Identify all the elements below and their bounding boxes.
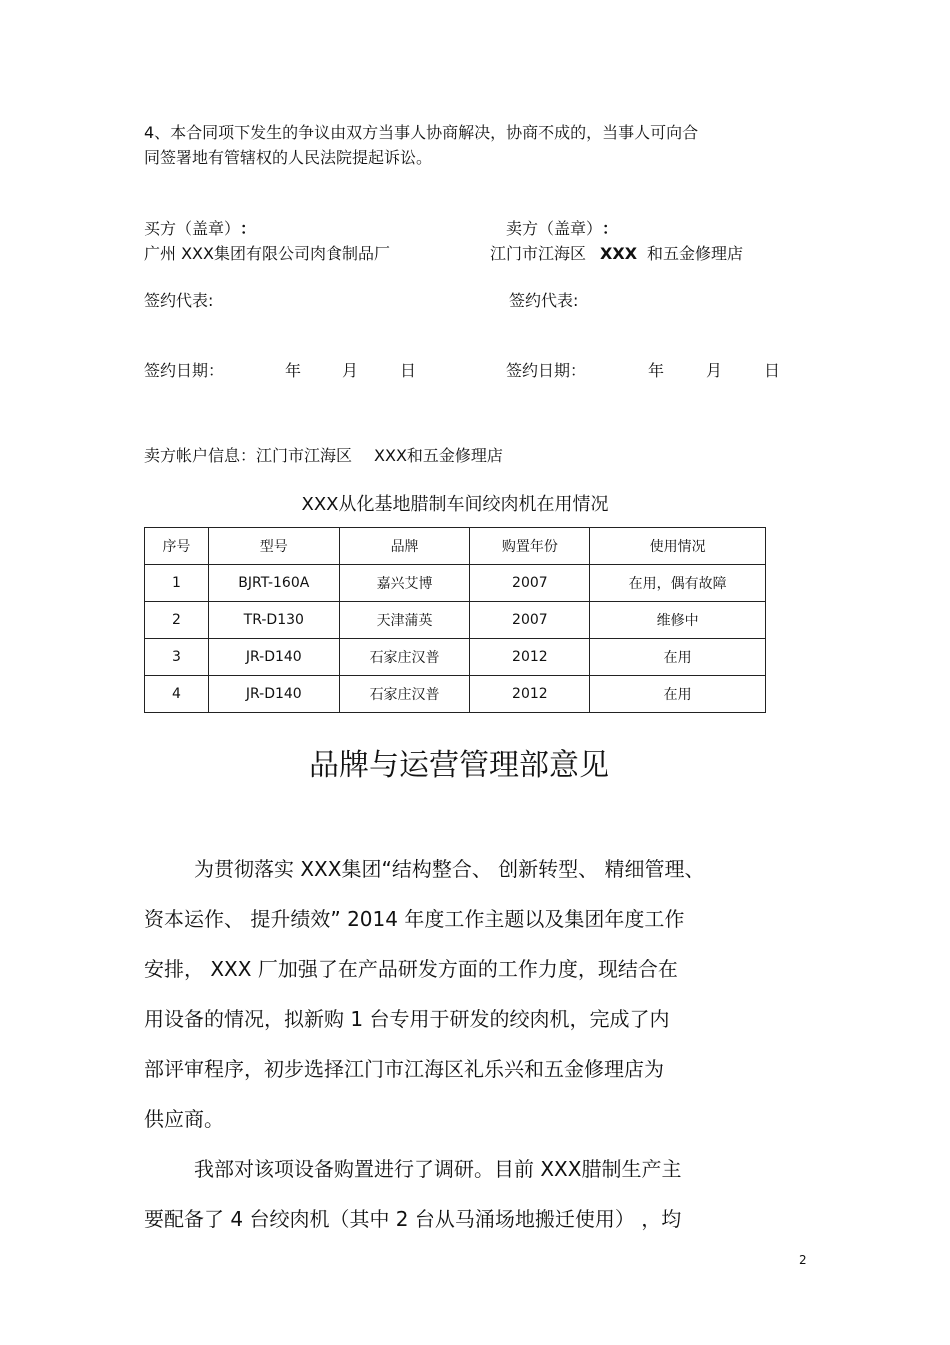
cell-status: 在用	[590, 676, 766, 713]
table-row	[145, 676, 766, 713]
table-row	[145, 639, 766, 676]
cell-year: 2012	[470, 676, 590, 713]
cell-status: 在用	[590, 639, 766, 676]
header-cell-index: 序号	[145, 528, 209, 565]
cell-brand: 嘉兴艾博	[339, 565, 470, 602]
cell-year: 2012	[470, 639, 590, 676]
account-info	[144, 443, 503, 466]
paragraph-1-line-4: 用设备的情况，拟新购 1 台专用于研发的绞肉机，完成了内	[144, 1007, 670, 1031]
table-row	[145, 602, 766, 639]
account-info-label: 卖方帐户信息：	[144, 446, 257, 465]
buyer-name: 广州 XXX集团有限公司肉食制品厂	[144, 244, 390, 263]
equipment-table	[144, 527, 766, 713]
cell-status: 维修中	[590, 602, 766, 639]
page-number: 2	[799, 1253, 807, 1267]
seller-date-year: 年	[648, 361, 665, 380]
header-cell-brand: 品牌	[339, 528, 470, 565]
section-heading: 品牌与运营管理部意见	[309, 748, 609, 783]
cell-index: 3	[145, 639, 209, 676]
buyer-date-day: 日	[400, 361, 417, 380]
paragraph-1-line-6: 供应商。	[144, 1107, 224, 1131]
cell-status: 在用，偶有故障	[590, 565, 766, 602]
buyer-rep-label: 签约代表:	[144, 291, 214, 310]
paragraph-1-line-2: 资本运作、 提升绩效” 2014 年度工作主题以及集团年度工作	[144, 907, 685, 931]
table-header-row	[145, 528, 766, 565]
cell-index: 2	[145, 602, 209, 639]
seller-name-shop: 和五金修理店	[647, 244, 744, 263]
cell-index: 1	[145, 565, 209, 602]
cell-brand: 石家庄汉普	[339, 639, 470, 676]
clause-line-2: 同签署地有管辖权的人民法院提起诉讼。	[144, 148, 433, 167]
header-cell-model: 型号	[208, 528, 339, 565]
buyer-date-year: 年	[285, 361, 302, 380]
cell-model: TR-D130	[208, 602, 339, 639]
seller-label-text: 卖方（盖章）	[506, 219, 595, 238]
seller-name-bold: XXX	[600, 244, 638, 263]
seller-date-day: 日	[764, 361, 781, 380]
table-title: XXX从化基地腊制车间绞肉机在用情况	[301, 494, 609, 515]
cell-index: 4	[145, 676, 209, 713]
table-row	[145, 565, 766, 602]
header-cell-status: 使用情况	[590, 528, 766, 565]
paragraph-1-line-5: 部评审程序，初步选择江门市江海区礼乐兴和五金修理店为	[144, 1057, 664, 1081]
cell-year: 2007	[470, 602, 590, 639]
seller-seal-label	[506, 216, 618, 239]
buyer-date-label: 签约日期：	[144, 361, 225, 380]
cell-model: BJRT-160A	[208, 565, 339, 602]
cell-model: JR-D140	[208, 676, 339, 713]
buyer-date-month: 月	[342, 361, 359, 380]
seller-rep-label: 签约代表:	[509, 291, 579, 310]
account-info-district: 江门市江海区	[256, 446, 353, 465]
seller-date-month: 月	[706, 361, 723, 380]
buyer-colon: ：	[240, 219, 257, 238]
paragraph-1-line-3: 安排， XXX 厂加强了在产品研发方面的工作力度，现结合在	[144, 957, 678, 981]
seller-date-label: 签约日期：	[506, 361, 587, 380]
seller-colon: ：	[602, 219, 619, 238]
seller-name-district: 江门市江海区	[490, 244, 587, 263]
clause-line-1: 4、本合同项下发生的争议由双方当事人协商解决，协商不成的，当事人可向合	[144, 123, 699, 142]
buyer-label-text: 买方（盖章）	[144, 219, 233, 238]
seller-name	[490, 241, 743, 264]
paragraph-1-line-1: 为贯彻落实 XXX集团“结构整合、 创新转型、 精细管理、	[194, 857, 705, 881]
cell-brand: 石家庄汉普	[339, 676, 470, 713]
cell-brand: 天津蒲英	[339, 602, 470, 639]
cell-year: 2007	[470, 565, 590, 602]
buyer-seal-label	[144, 216, 256, 239]
header-cell-year: 购置年份	[470, 528, 590, 565]
paragraph-2-line-2: 要配备了 4 台绞肉机（其中 2 台从马涌场地搬迁使用） ，均	[144, 1207, 682, 1231]
account-info-name: XXX和五金修理店	[374, 446, 503, 465]
cell-model: JR-D140	[208, 639, 339, 676]
paragraph-2-line-1: 我部对该项设备购置进行了调研。目前 XXX腊制生产主	[194, 1157, 682, 1181]
